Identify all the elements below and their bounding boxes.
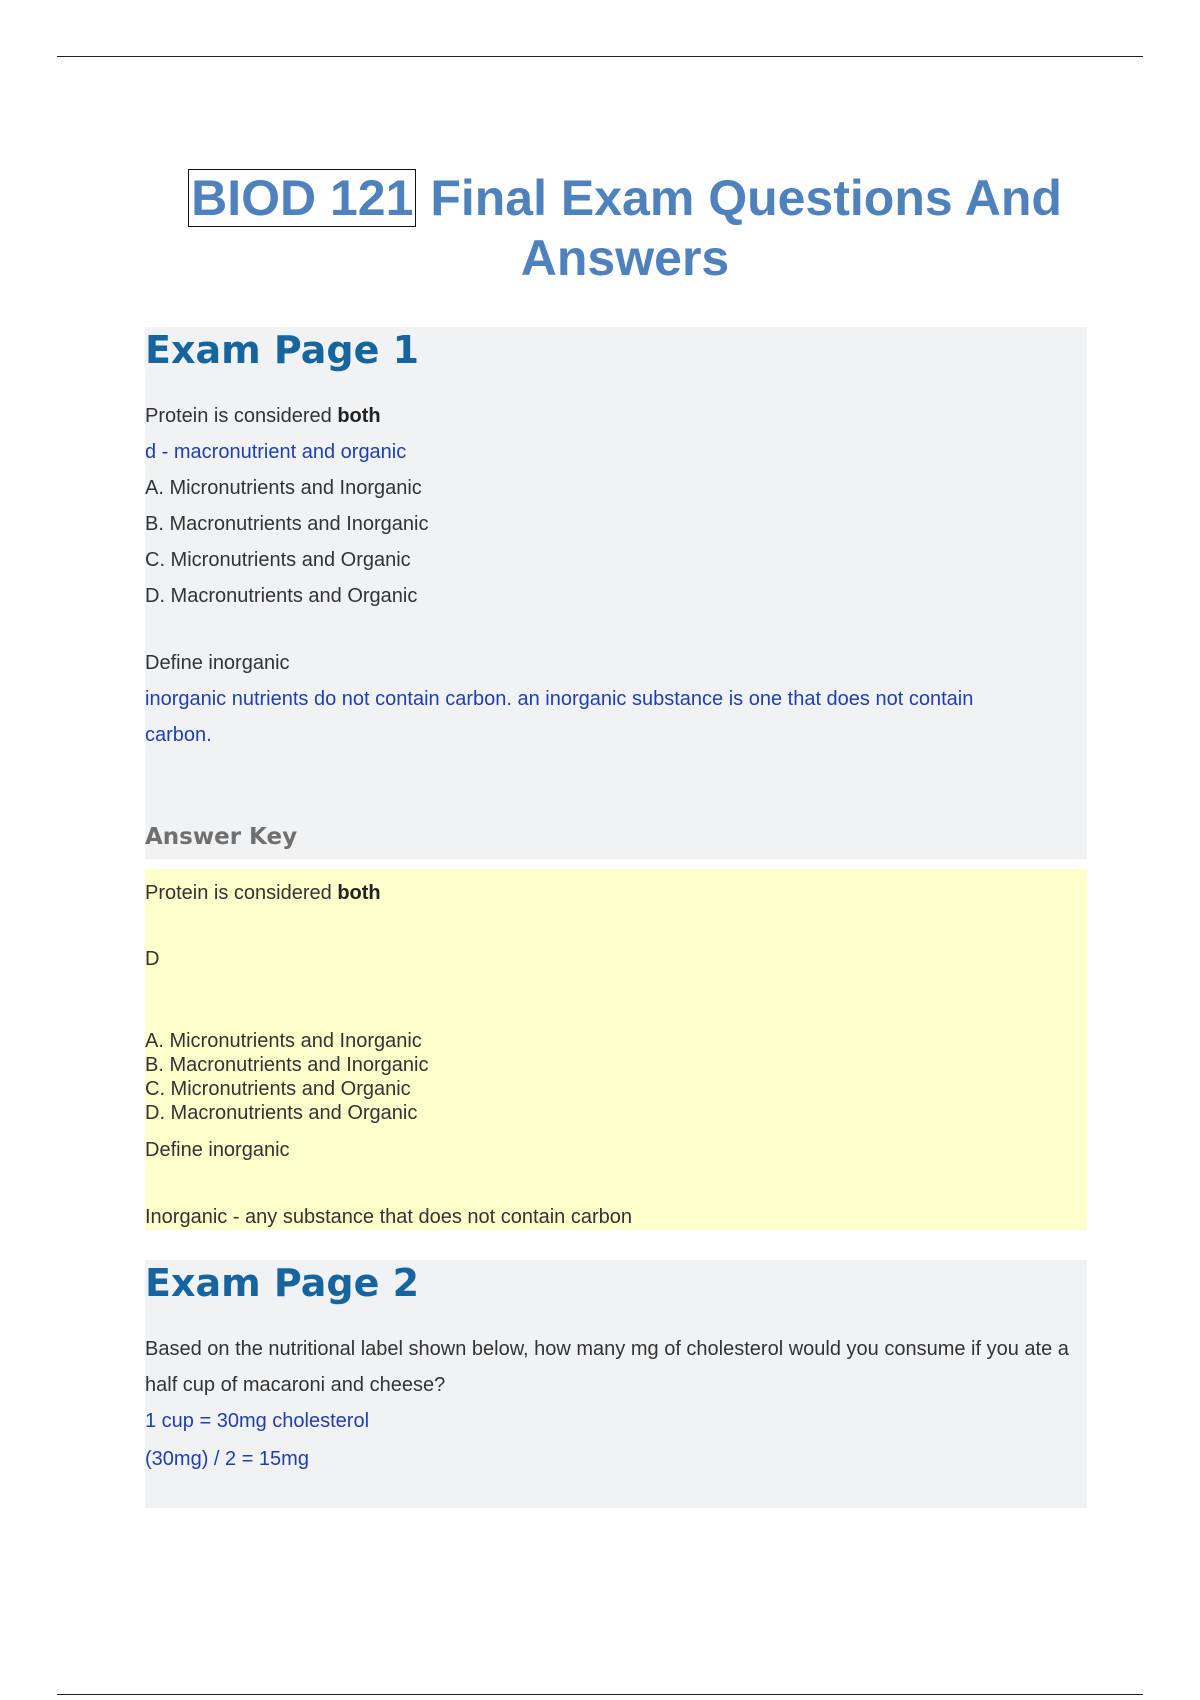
question-2-text: Define inorganic [145, 652, 290, 674]
option-d: D. Macronutrients and Organic [145, 585, 418, 607]
page-2-answer-line-2: (30mg) / 2 = 15mg [145, 1448, 309, 1470]
course-code: BIOD 121 [188, 169, 416, 227]
option-c: C. Micronutrients and Organic [145, 549, 411, 571]
answer-key-option-b: B. Macronutrients and Inorganic [145, 1054, 429, 1076]
exam-page-1-heading: Exam Page 1 [145, 328, 420, 372]
page-2-answer-line-1: 1 cup = 30mg cholesterol [145, 1410, 370, 1432]
answer-key-section [145, 869, 1087, 1230]
answer-key-option-a: A. Micronutrients and Inorganic [145, 1030, 422, 1052]
answer-key-options [145, 1029, 429, 1125]
exam-page-2-section [145, 1260, 1087, 1508]
question-1-answer: d - macronutrient and organic [145, 441, 407, 463]
question-2-answer: inorganic nutrients do not contain carbon. an inorganic substance is one that does not contain carbon. [145, 688, 974, 746]
exam-page-1-section [145, 327, 1087, 859]
answer-key-answer-2: Inorganic - any substance that does not contain carbon [145, 1206, 632, 1228]
answer-key-question-2: Define inorganic [145, 1139, 290, 1161]
option-a: A. Micronutrients and Inorganic [145, 477, 422, 499]
page-2-question: Based on the nutritional label shown below, how many mg of cholesterol would you consume if you ate a half cup of macaroni and cheese? [145, 1338, 1069, 1396]
answer-key-question-1: Protein is considered both [145, 882, 381, 904]
exam-page-2-heading: Exam Page 2 [145, 1261, 420, 1305]
document-title [150, 168, 1100, 288]
answer-key-answer-1: D [145, 948, 160, 970]
top-rule [57, 56, 1143, 57]
answer-key-option-c: C. Micronutrients and Organic [145, 1078, 411, 1100]
bottom-rule [57, 1694, 1143, 1695]
answer-key-heading: Answer Key [145, 824, 298, 850]
answer-key-option-d: D. Macronutrients and Organic [145, 1102, 418, 1124]
question-1-text: Protein is considered both [145, 405, 381, 427]
title-text: Final Exam Questions And Answers [416, 170, 1062, 286]
option-b: B. Macronutrients and Inorganic [145, 513, 429, 535]
